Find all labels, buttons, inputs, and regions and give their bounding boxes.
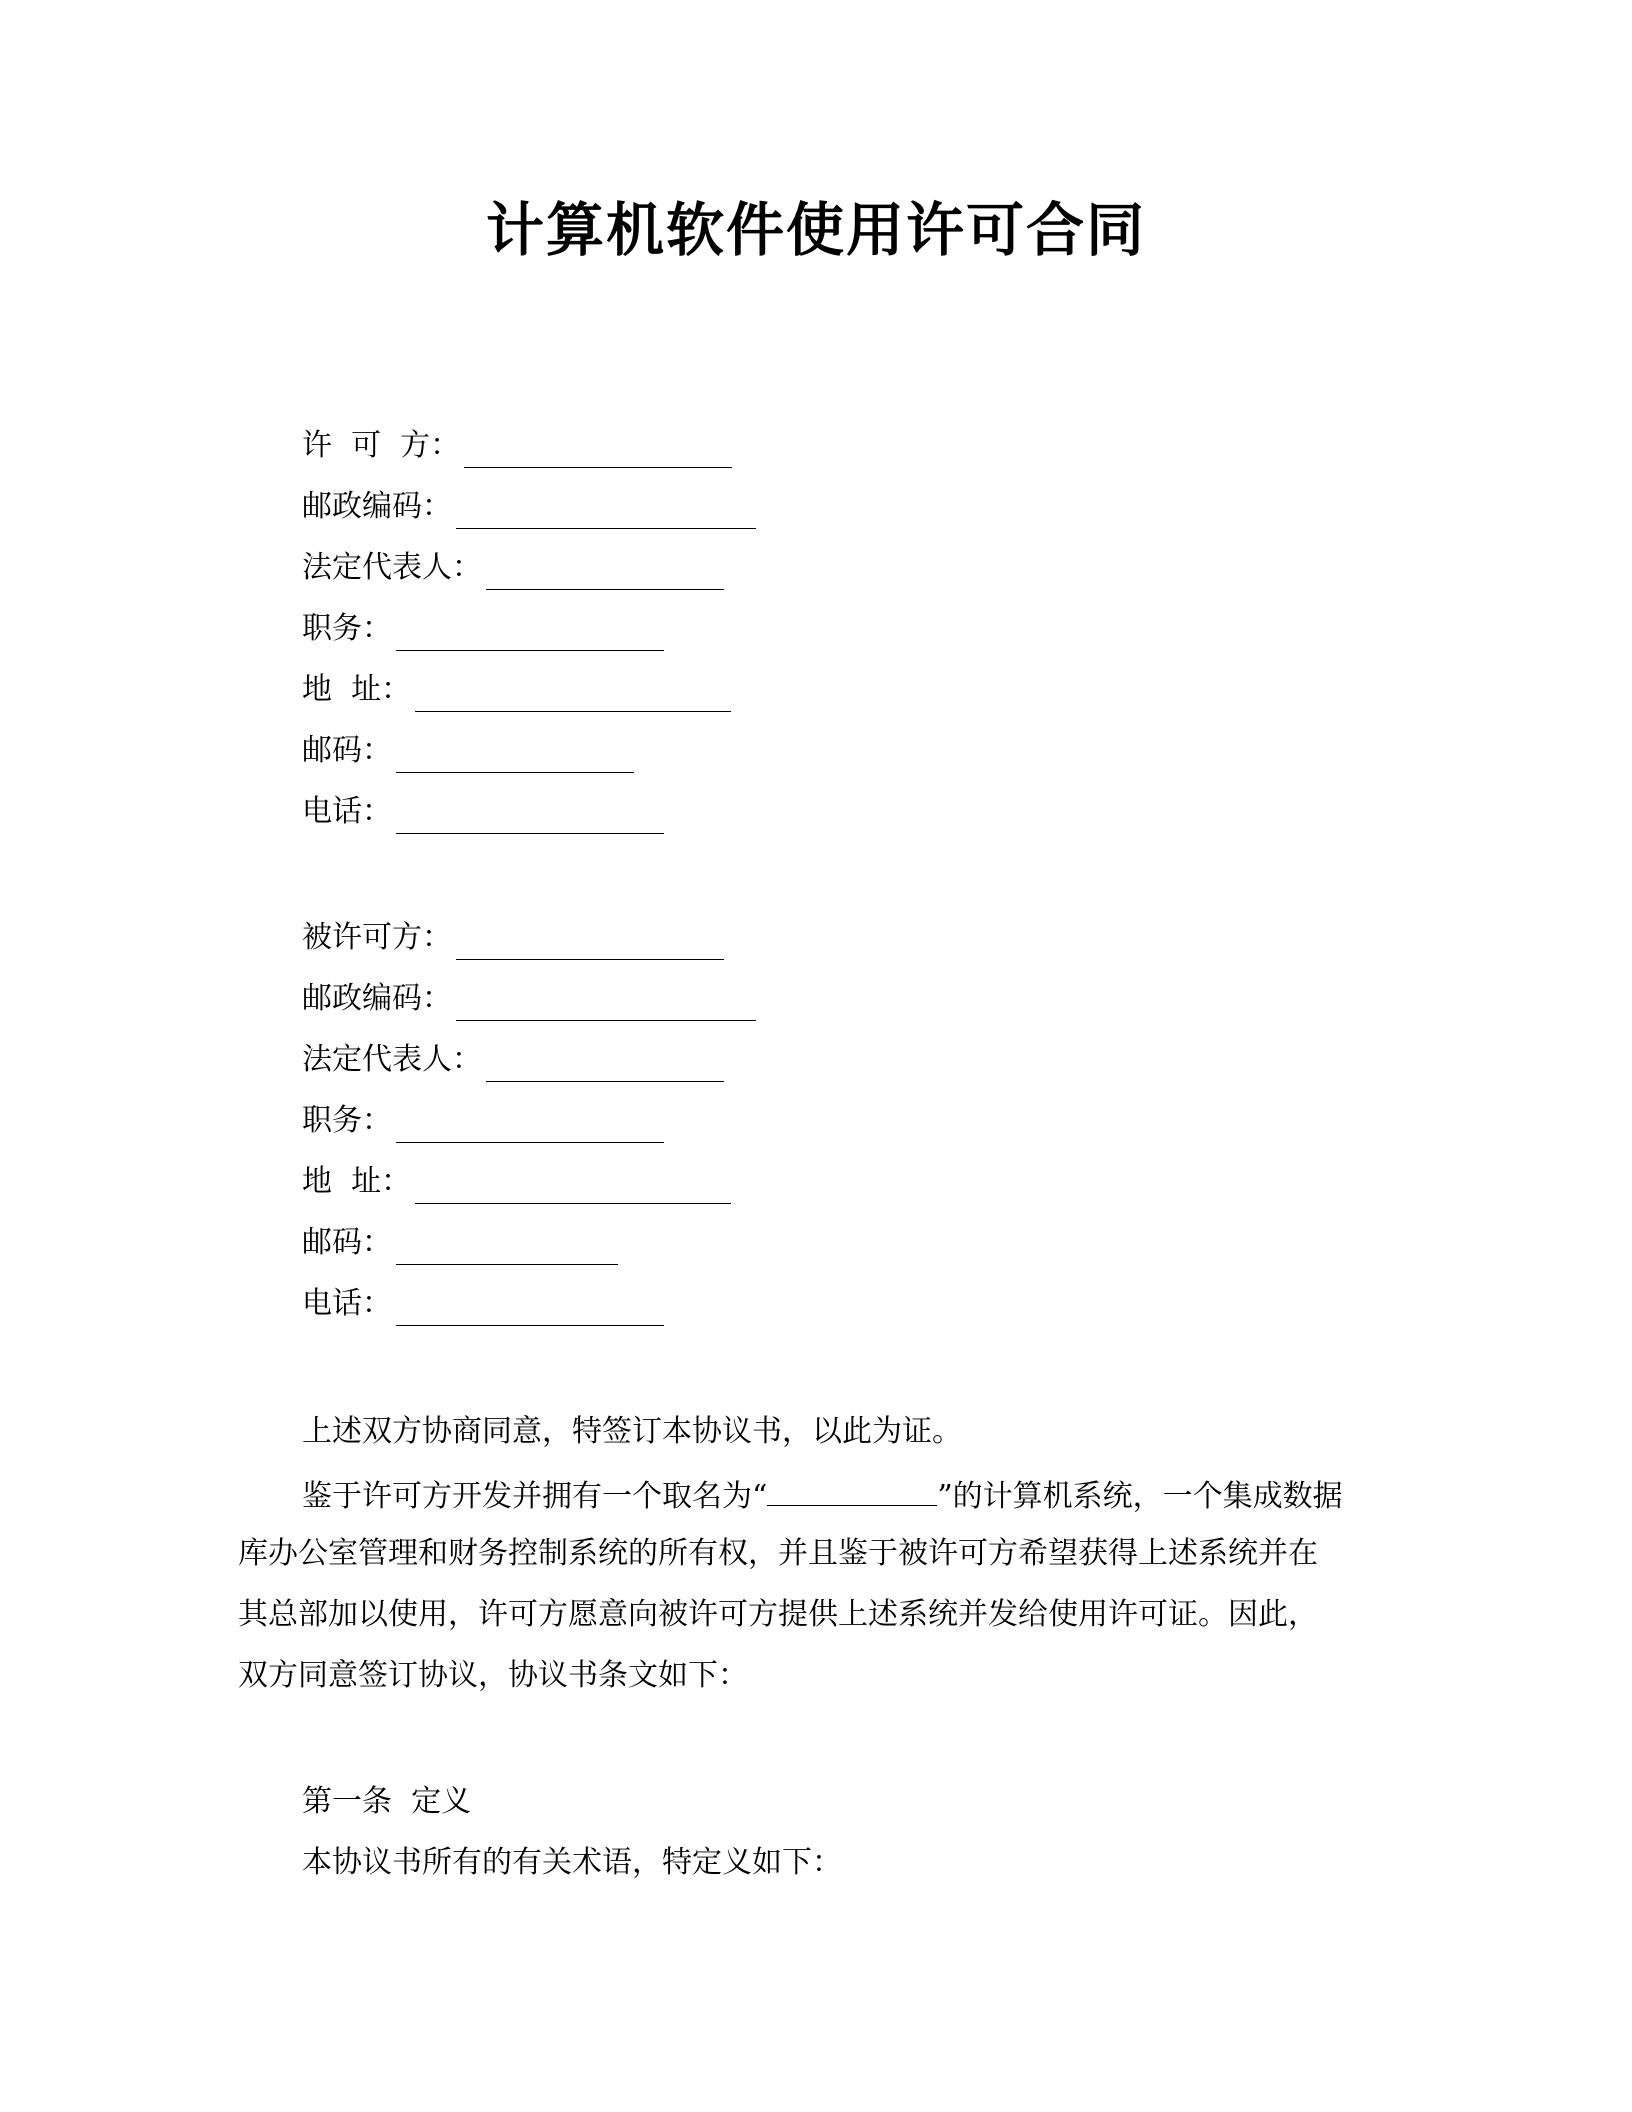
licensee-zip-field [302,1221,618,1265]
recital-part-2: ”的计算机系统，一个集成数据 [937,1479,1343,1514]
licensee-postal-code-field [302,977,756,1021]
licensor-legal-rep-label: 法定代表人： [302,550,482,585]
agreement-line: 上述双方协商同意，特签订本协议书，以此为证。 [302,1414,962,1449]
licensor-address-label: 地 址： [302,672,412,707]
licensor-phone-field [302,790,664,834]
recital-line-3: 其总部加以使用，许可方愿意向被许可方提供上述系统并发给使用许可证。因此， [238,1597,1318,1632]
licensee-party-field [302,916,724,960]
licensor-position-label: 职务： [302,611,392,646]
licensor-zip-field [302,729,634,773]
licensor-party-field [302,424,732,468]
licensee-position-field [302,1099,664,1143]
recital-line-4: 双方同意签订协议，协议书条文如下： [238,1658,748,1693]
licensee-postal-code-label: 邮政编码： [302,981,452,1016]
licensee-address-field [302,1160,731,1204]
licensor-address-blank[interactable] [415,675,731,712]
licensee-legal-rep-field [302,1038,724,1082]
licensor-party-blank[interactable] [464,431,732,468]
licensee-phone-blank[interactable] [396,1289,664,1326]
licensor-legal-rep-field [302,546,724,590]
licensee-party-label: 被许可方： [302,920,452,955]
licensee-address-blank[interactable] [415,1167,731,1204]
recital-line-1 [302,1471,1343,1519]
licensor-legal-rep-blank[interactable] [486,553,724,590]
licensee-zip-blank[interactable] [396,1228,618,1265]
article1-heading: 第一条 定义 [302,1784,472,1819]
licensee-position-label: 职务： [302,1103,392,1138]
licensor-phone-blank[interactable] [396,797,664,834]
recital-part-1: 鉴于许可方开发并拥有一个取名为“ [302,1479,768,1514]
licensor-postal-code-blank[interactable] [456,492,756,529]
licensor-address-field [302,668,731,712]
licensee-zip-label: 邮码： [302,1225,392,1260]
system-name-blank[interactable] [767,1471,937,1506]
licensor-position-field [302,607,664,651]
article1-intro: 本协议书所有的有关术语，特定义如下： [302,1845,842,1880]
licensor-postal-code-label: 邮政编码： [302,489,452,524]
recital-line-2: 库办公室管理和财务控制系统的所有权，并且鉴于被许可方希望获得上述系统并在 [238,1536,1318,1571]
licensor-position-blank[interactable] [396,614,664,651]
licensee-phone-field [302,1282,664,1326]
document-title: 计算机软件使用许可合同 [485,196,1146,264]
licensee-legal-rep-label: 法定代表人： [302,1042,482,1077]
licensee-postal-code-blank[interactable] [456,984,756,1021]
licensee-legal-rep-blank[interactable] [486,1045,724,1082]
licensor-zip-blank[interactable] [396,736,634,773]
licensor-party-label: 许 可 方： [302,428,461,463]
licensee-phone-label: 电话： [302,1286,392,1321]
licensor-phone-label: 电话： [302,794,392,829]
licensee-position-blank[interactable] [396,1106,664,1143]
licensee-address-label: 地 址： [302,1164,412,1199]
licensee-party-blank[interactable] [456,923,724,960]
licensor-zip-label: 邮码： [302,733,392,768]
licensor-postal-code-field [302,485,756,529]
